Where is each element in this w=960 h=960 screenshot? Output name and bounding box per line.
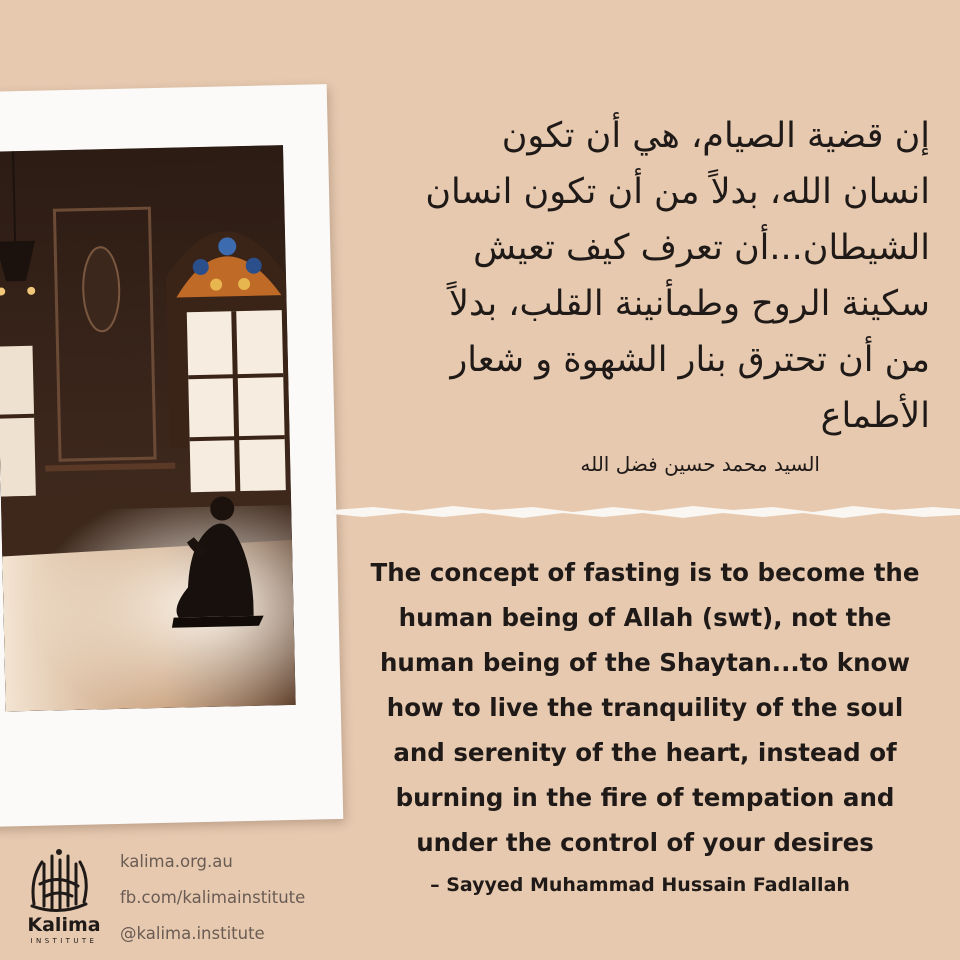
arabic-quote: إن قضية الصيام، هي أن تكون انسان الله، بدلاً من أن تكون انسان الشيطان...أن تعرف كيف تعيش سكينة الروح وطمأنينة القلب، بدلاً من أن تحترق بنار الشهوة و شعار الأطماع (425, 116, 930, 436)
instagram-link[interactable]: @kalima.institute (120, 924, 265, 943)
calligraphy-logo-icon (22, 844, 96, 918)
arabic-attribution: السيد محمد حسين فضل الله (580, 452, 820, 476)
torn-paper-divider (333, 498, 960, 524)
brand-name: Kalima (27, 914, 101, 936)
facebook-link[interactable]: fb.com/kalimainstitute (120, 888, 306, 907)
english-attribution: – Sayyed Muhammad Hussain Fadlallah (430, 874, 850, 896)
english-quote: The concept of fasting is to become the human being of Allah (swt), not the human being of the Shaytan...to know how to live the tranquility of the soul and serenity of the heart, instead of burning in the fire of tempation and under the control of your desires (370, 558, 920, 857)
brand-subtitle: INSTITUTE (30, 937, 98, 945)
kalima-logo (14, 840, 104, 950)
contact-list (120, 848, 350, 956)
polaroid-frame (0, 84, 343, 827)
mosque-prayer-photo (0, 145, 296, 711)
website-link[interactable]: kalima.org.au (120, 852, 233, 871)
